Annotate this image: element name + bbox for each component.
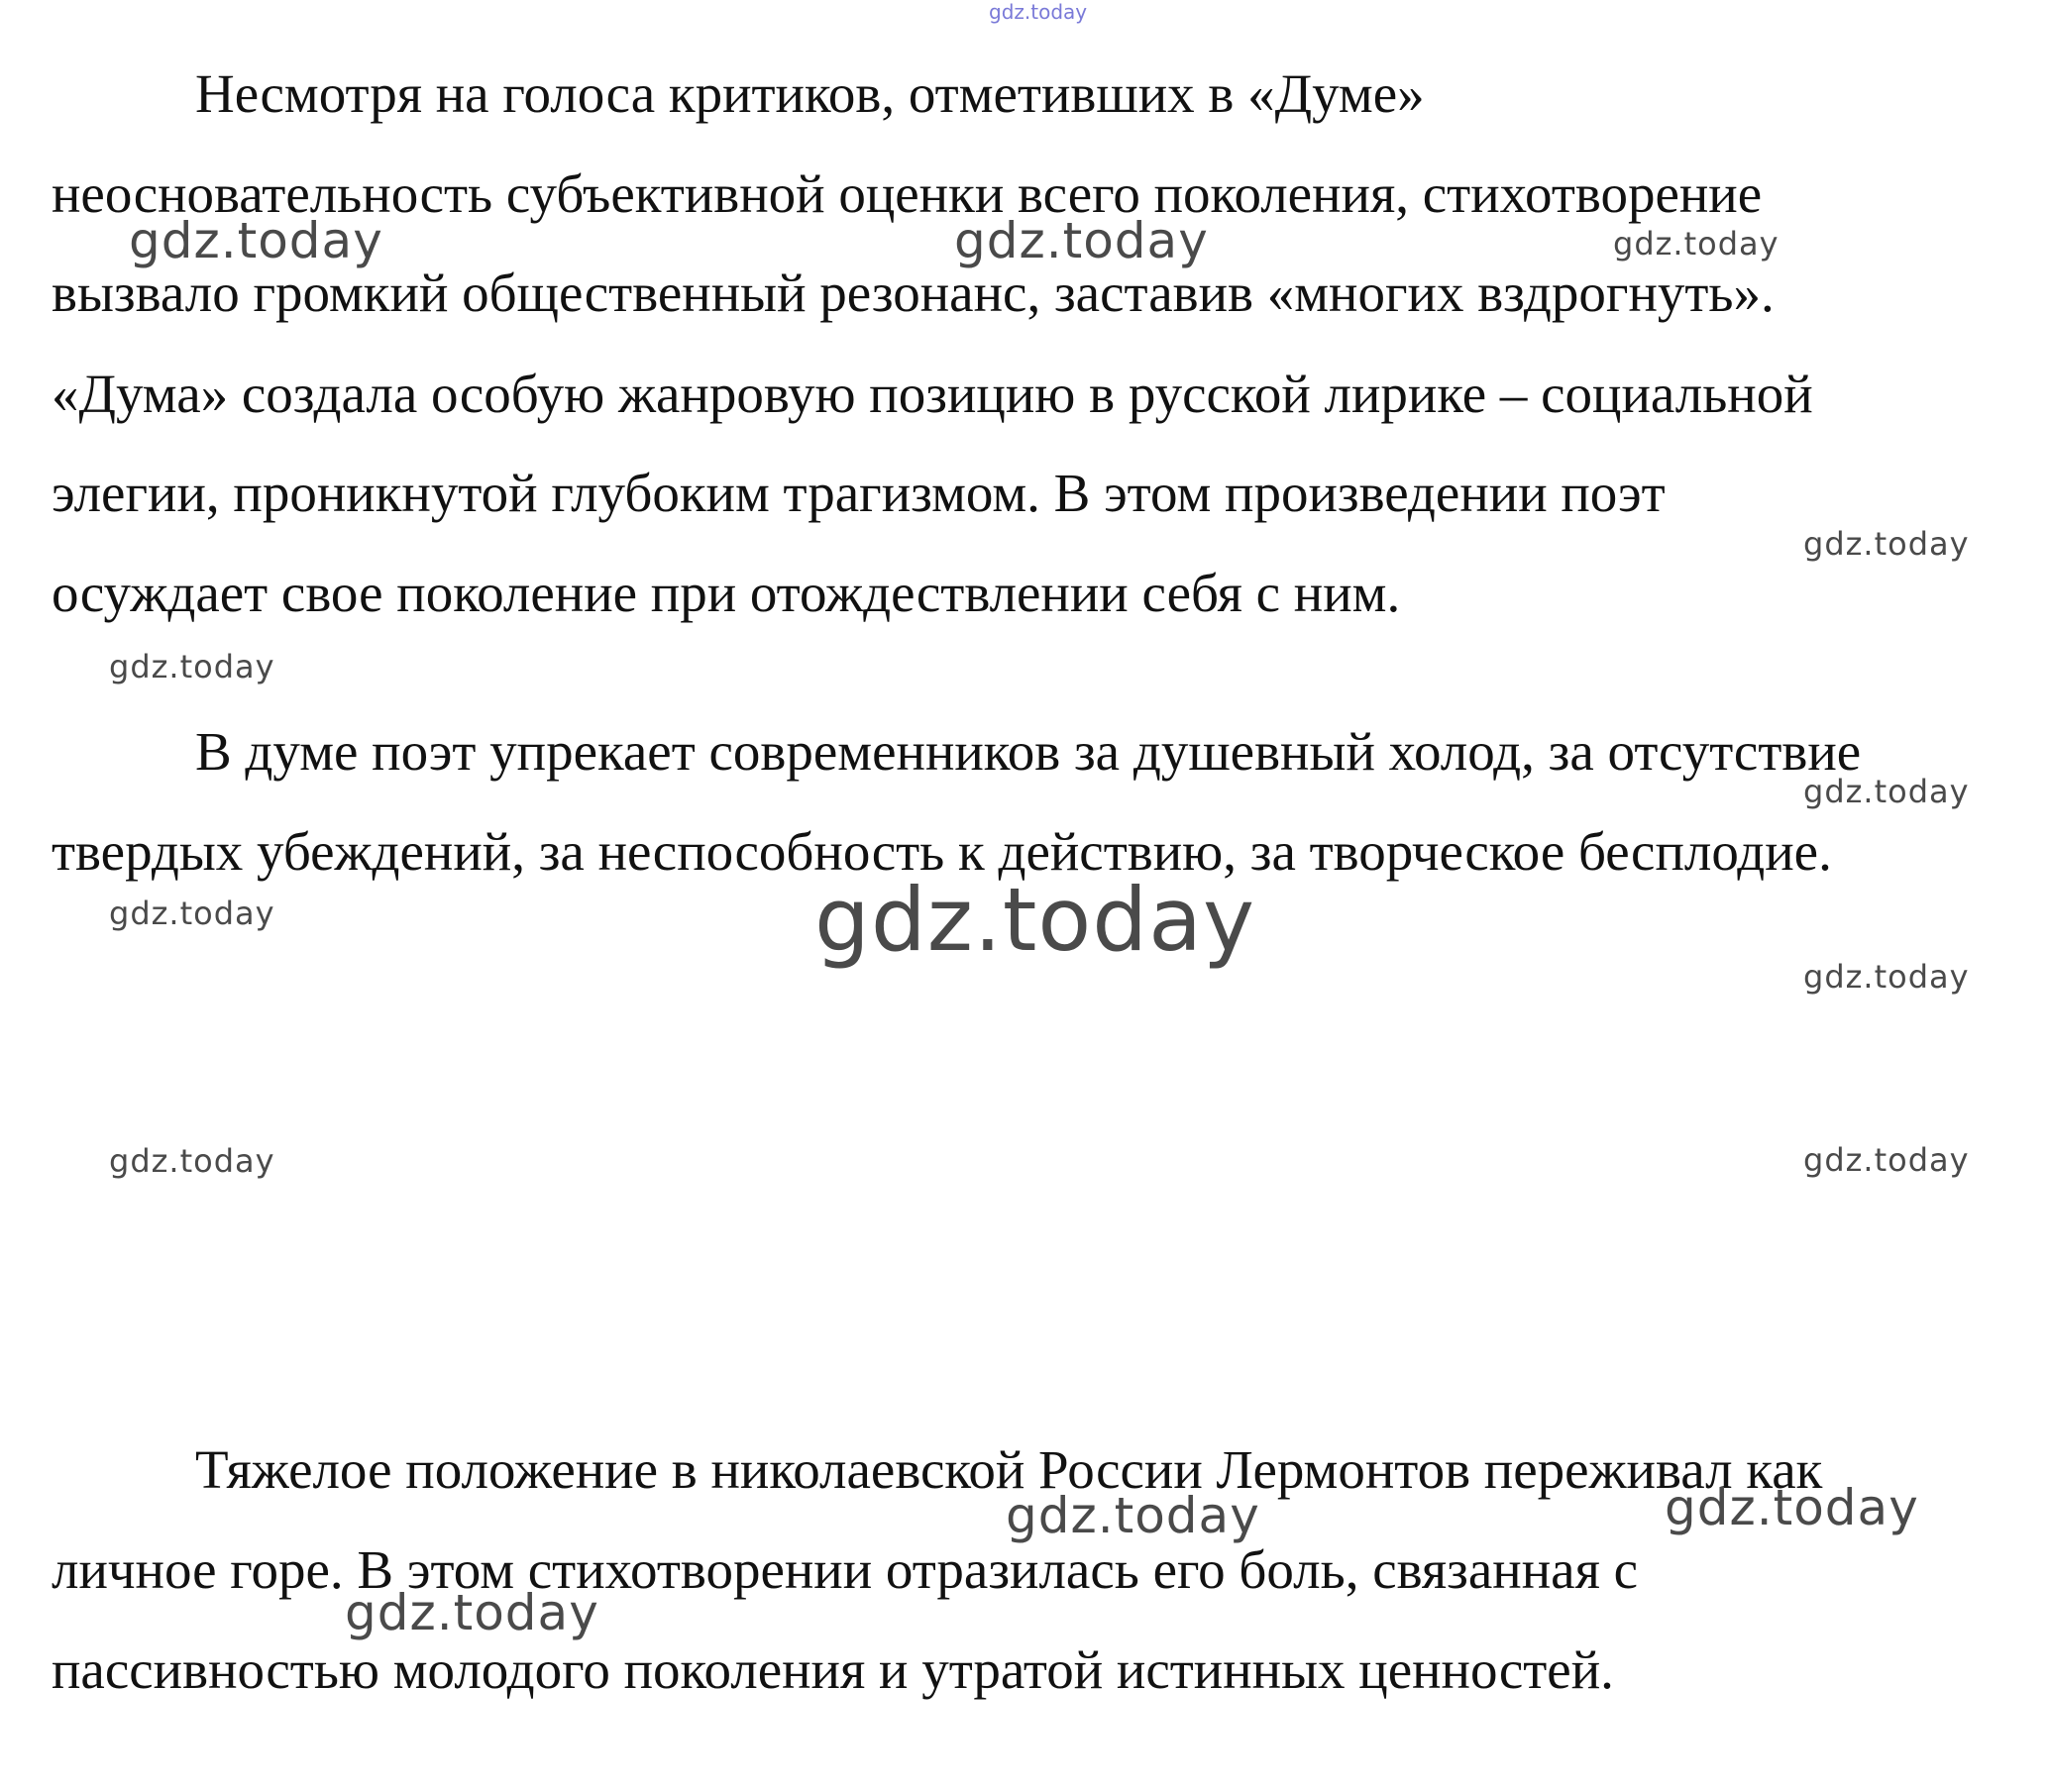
paragraph-1-line-1: Несмотря на голоса критиков, отметивших в «Думе»	[195, 63, 1425, 124]
paragraph-2-line-1: В думе поэт упрекает современников за душевный холод, за отсутствие	[195, 721, 1862, 782]
paragraph-3-line-3: пассивностью молодого поколения и утратой истинных ценностей.	[52, 1639, 1614, 1700]
watermark: gdz.today	[1803, 773, 1970, 810]
paragraph-1-line-3: вызвало громкий общественный резонанс, заставив «многих вздрогнуть».	[52, 263, 1775, 323]
watermark: gdz.today	[345, 1584, 599, 1641]
watermark: gdz.today	[954, 212, 1209, 269]
watermark: gdz.today	[1803, 958, 1970, 996]
watermark: gdz.today	[129, 212, 383, 269]
paragraph-2-line-2: твердых убеждений, за неспособность к действию, за творческое бесплодие.	[52, 821, 1832, 882]
paragraph-1-line-5: элегии, проникнутой глубоким трагизмом. В этом произведении поэт	[52, 463, 1666, 523]
paragraph-3-line-1: Тяжелое положение в николаевской России Лермонтов переживал как	[195, 1439, 1823, 1500]
watermark: gdz.today	[1613, 225, 1779, 263]
watermark: gdz.today	[109, 648, 275, 685]
watermark: gdz.today	[109, 895, 275, 932]
paragraph-1-line-4: «Дума» создала особую жанровую позицию в русской лирике – социальной	[52, 364, 1813, 424]
watermark: gdz.today	[1803, 525, 1970, 563]
watermark: gdz.today	[1803, 1141, 1970, 1179]
watermark: gdz.today	[109, 1142, 275, 1180]
paragraph-1-line-2: неосновательность субъективной оценки всего поколения, стихотворение	[52, 163, 1763, 224]
watermark-top: gdz.today	[989, 0, 1088, 24]
watermark-large: gdz.today	[814, 869, 1256, 971]
paragraph-3-line-2: личное горе. В этом стихотворении отразилась его боль, связанная с	[52, 1539, 1639, 1600]
paragraph-1-line-6: осуждает свое поколение при отождествлении себя с ним.	[52, 563, 1401, 623]
watermark: gdz.today	[1006, 1487, 1260, 1544]
watermark: gdz.today	[1665, 1479, 1919, 1536]
